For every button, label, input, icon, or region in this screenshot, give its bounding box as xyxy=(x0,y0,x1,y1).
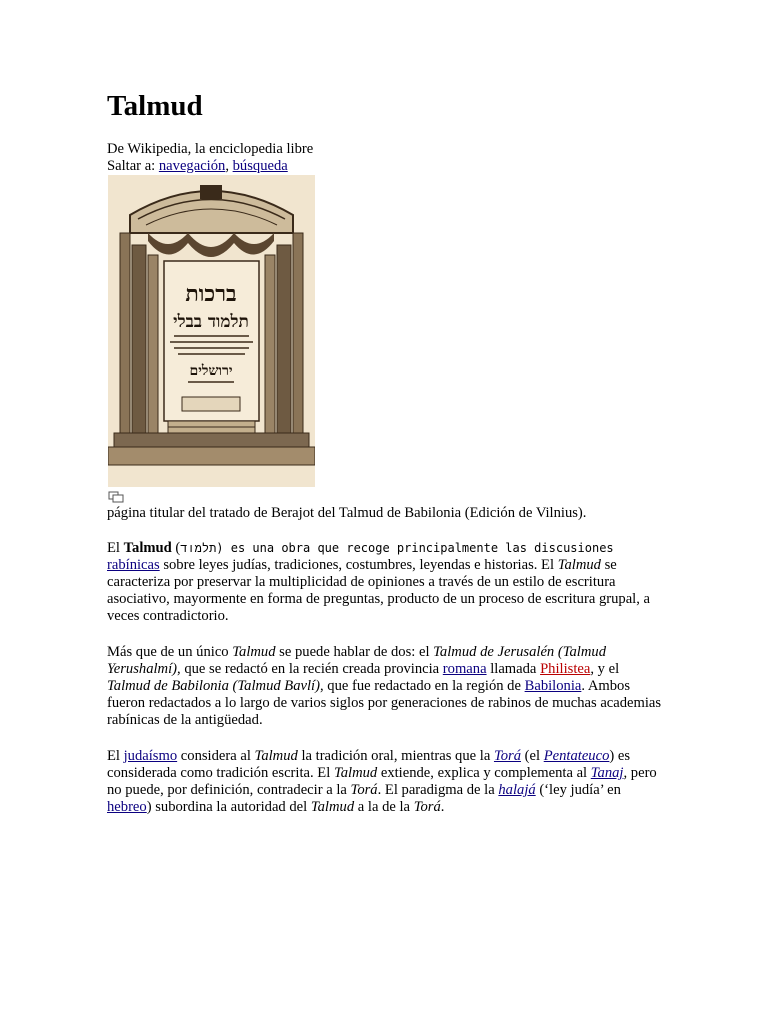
jump-search-link[interactable]: búsqueda xyxy=(232,158,288,174)
link-rabinicas[interactable]: rabínicas xyxy=(107,557,160,573)
paragraph-intro xyxy=(107,540,663,625)
text: extiende, explica y complementa al xyxy=(377,765,591,781)
jump-prefix: Saltar a: xyxy=(107,158,159,174)
image-caption: página titular del tratado de Berajot del Talmud de Babilonia (Edición de Vilnius). xyxy=(107,505,587,521)
page-title: Talmud xyxy=(107,90,203,122)
hebrew-city: ירושלים xyxy=(189,363,233,379)
paragraph-judaism xyxy=(107,748,663,816)
text: El xyxy=(107,748,124,764)
text: , pero no puede, por definición, contradecir a la xyxy=(107,765,657,798)
link-pentateuco[interactable]: Pentateuco xyxy=(543,748,610,764)
hebrew-term: תלמוד xyxy=(180,541,217,555)
text: a la de la xyxy=(354,799,414,815)
jump-links xyxy=(107,158,288,175)
italic-term: Talmud xyxy=(333,765,378,781)
hebrew-tractate: ברכות xyxy=(185,281,237,307)
text: , y el xyxy=(590,661,620,677)
text: la tradición oral, mientras que la xyxy=(297,748,494,764)
text: sobre leyes judías, tradiciones, costumbres, leyendas e historias. El xyxy=(159,557,558,573)
title-page-image[interactable] xyxy=(108,175,315,487)
link-tanaj[interactable]: Tanaj xyxy=(590,765,624,781)
link-judaismo[interactable]: judaísmo xyxy=(123,748,178,764)
title-page-illustration xyxy=(108,175,315,487)
bold-term: Talmud xyxy=(123,540,172,556)
text: (‘ley judía’ en xyxy=(535,782,621,798)
italic-term: Talmud de Jerusalén (Talmud Yerushalmí) xyxy=(107,644,606,677)
link-babilonia[interactable]: Babilonia xyxy=(524,678,582,694)
text: ( xyxy=(171,540,181,556)
link-halaja[interactable]: halajá xyxy=(498,782,536,798)
text: . El paradigma de la xyxy=(377,782,499,798)
italic-term: Talmud xyxy=(557,557,601,573)
italic-term: Talmud xyxy=(310,799,355,815)
jump-separator: , xyxy=(225,158,233,174)
link-philistea[interactable]: Philistea xyxy=(540,661,591,677)
text: . xyxy=(440,799,445,815)
text: considera al xyxy=(177,748,255,764)
text: ) subordina la autoridad del xyxy=(146,799,311,815)
italic-term: Torá xyxy=(350,782,378,798)
text: , que se redactó en la recién creada provincia xyxy=(177,661,443,677)
site-tagline: De Wikipedia, la enciclopedia libre xyxy=(107,141,314,157)
text: ) es considerada como tradición escrita. El xyxy=(107,748,631,781)
text: El xyxy=(107,540,124,556)
text: (el xyxy=(521,748,544,764)
italic-term: Talmud xyxy=(254,748,298,764)
paragraph-two-talmuds xyxy=(107,644,663,729)
text: ) es una obra que recoge principalmente las discusiones xyxy=(216,541,614,555)
text: , que fue redactado en la región de xyxy=(319,678,525,694)
italic-term: Torá xyxy=(413,799,441,815)
text: Más que de un único xyxy=(107,644,233,660)
magnify-icon xyxy=(108,491,124,503)
italic-term: Talmud xyxy=(232,644,276,660)
text: se caracteriza por preservar la multiplicidad de opiniones a través de un estilo de escritura asociativo, mayormente en forma de preguntas, producto de un proceso de escritura grupal, a veces contradictorio. xyxy=(107,557,651,624)
link-romana[interactable]: romana xyxy=(442,661,487,677)
italic-term: Talmud de Babilonia (Talmud Bavlí) xyxy=(107,678,320,694)
enlarge-image-button[interactable] xyxy=(108,491,124,503)
hebrew-title: תלמוד בבלי xyxy=(173,312,249,332)
link-hebreo[interactable]: hebreo xyxy=(107,799,147,815)
text: . Ambos fueron redactados a lo largo de varios siglos por generaciones de rabinos de muchas academias rabínicas de la antigüedad. xyxy=(107,678,662,728)
text: se puede hablar de dos: el xyxy=(275,644,434,660)
jump-navigation-link[interactable]: navegación xyxy=(158,158,226,174)
link-tora[interactable]: Torá xyxy=(493,748,522,764)
text: llamada xyxy=(486,661,541,677)
